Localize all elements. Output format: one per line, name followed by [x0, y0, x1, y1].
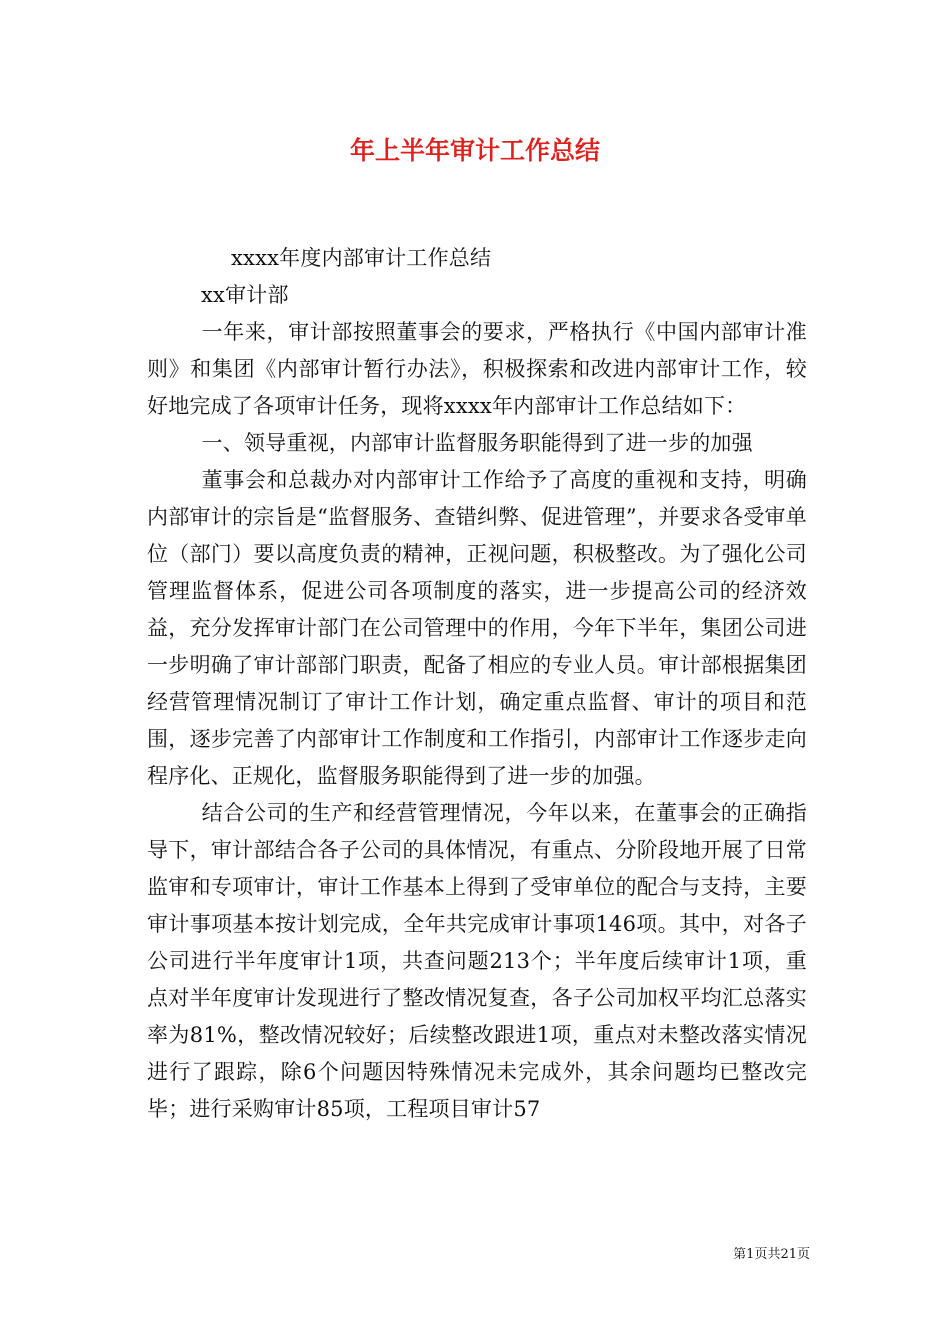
page-indicator: 第1页共21页 [733, 1247, 810, 1262]
document-body [147, 240, 807, 1128]
paragraph-intro: 一年来，审计部按照董事会的要求，严格执行《中国内部审计准则》和集团《内部审计暂行办法》，积极探索和改进内部审计工作，较好地完成了各项审计任务，现将xxxx年内部审计工作总结如下： [147, 320, 807, 418]
department-name: xx审计部 [201, 283, 289, 307]
paragraph-leadership: 董事会和总裁办对内部审计工作给予了高度的重视和支持，明确内部审计的宗旨是“监督服务、查错纠弊、促进管理”，并要求各受审单位（部门）要以高度负责的精神，正视问题，积极整改。为了强化公司管理监督体系，促进公司各项制度的落实，进一步提高公司的经济效益，充分发挥审计部门在公司管理中的作用，今年下半年，集团公司进一步明确了审计部部门职责，配备了相应的专业人员。审计部根据集团经营管理情况制订了审计工作计划，确定重点监督、审计的项目和范围，逐步完善了内部审计工作制度和工作指引，内部审计工作逐步走向程序化、正规化，监督服务职能得到了进一步的加强。 [147, 468, 807, 788]
paragraph-audit-work: 结合公司的生产和经营管理情况，今年以来，在董事会的正确指导下，审计部结合各子公司的具体情况，有重点、分阶段地开展了日常监审和专项审计，审计工作基本上得到了受审单位的配合与支持，主要审计事项基本按计划完成，全年共完成审计事项146项。其中，对各子公司进行半年度审计1项，共查问题213个；半年度后续审计1项，重点对半年度审计发现进行了整改情况复查，各子公司加权平均汇总落实率为81%，整改情况较好；后续整改跟进1项，重点对未整改落实情况进行了跟踪，除6个问题因特殊情况未完成外，其余问题均已整改完毕；进行采购审计85项，工程项目审计57 [147, 801, 807, 1121]
document-title: 年上半年审计工作总结 [349, 136, 600, 165]
document-subtitle: xxxx年度内部审计工作总结 [231, 246, 492, 270]
section-heading-1: 一、领导重视，内部审计监督服务职能得到了进一步的加强 [201, 431, 753, 455]
